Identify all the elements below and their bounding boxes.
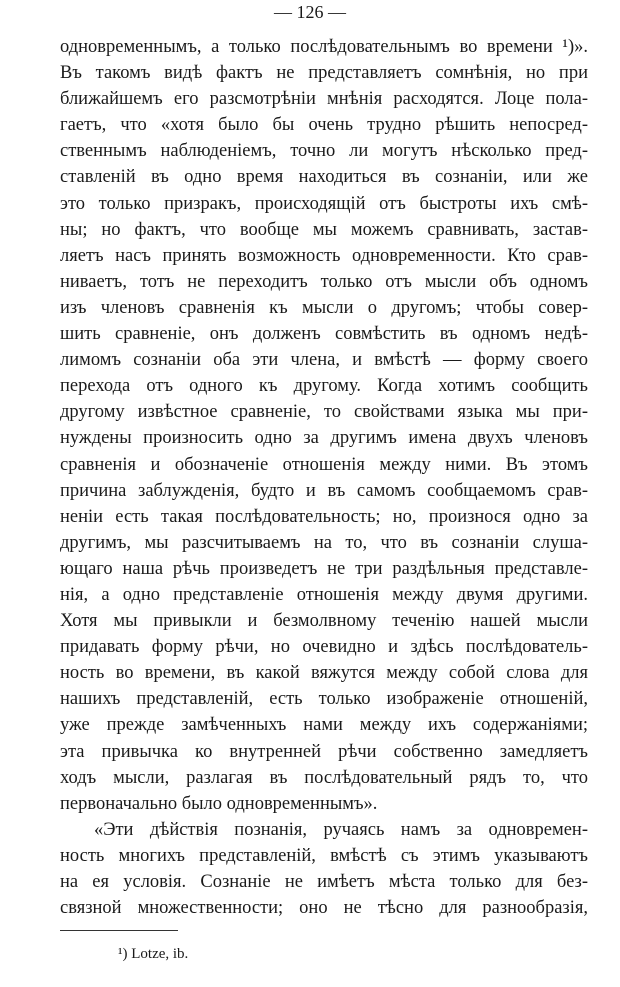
paragraph-2 [60, 817, 588, 921]
text-line: другимъ, мы разсчитываемъ на то, что въ сознаніи слуша- [60, 532, 588, 553]
text-line: ющаго наша рѣчь произведетъ не три раздѣльныя представле- [60, 558, 588, 579]
text-line: на ея условія. Сознаніе не имѣетъ мѣста только для без- [60, 872, 588, 892]
text-line: связной множественности; оно не тѣсно для разнообразія, [60, 898, 588, 919]
page-number: — 126 — [274, 2, 346, 22]
text-line: это только призракъ, происходящій отъ быстроты ихъ смѣ- [60, 193, 588, 214]
text-line: Въ такомъ видѣ фактъ не представляетъ сомнѣнія, но при [60, 63, 588, 84]
footnote-divider [60, 930, 178, 931]
text-line: ственнымъ наблюденіемъ, точно ли могутъ нѣсколько пред- [60, 141, 588, 162]
body-text [60, 34, 588, 921]
text-line: ляетъ насъ принять возможность одновременности. Кто срав- [60, 245, 588, 266]
text-line: перехода отъ одного къ другому. Когда хотимъ сообщить [60, 376, 588, 397]
text-line: эта привычка ко внутренней рѣчи собственно замедляетъ [60, 741, 588, 762]
text-line: нуждены произносить одно за другимъ имена двухъ членовъ [60, 428, 588, 449]
text-line: ставленій въ одно время находиться въ сознаніи, или же [60, 167, 588, 188]
text-line: ность многихъ представленій, вмѣстѣ съ этимъ указываютъ [60, 845, 588, 866]
text-line: неніи есть такая послѣдовательность; но, произнося одно за [60, 506, 588, 527]
text-line: ность во времени, въ какой вяжутся между собой слова для [60, 663, 588, 684]
text-line: шить сравненіе, онъ долженъ совмѣстить въ одномъ недѣ- [60, 324, 588, 345]
text-line: Хотя мы привыкли и безмолвному теченію нашей мысли [60, 611, 588, 632]
text-line: «Эти дѣйствія познанія, ручаясь намъ за одновремен- [94, 819, 588, 840]
text-line: ны; но фактъ, что вообще мы можемъ сравнивать, застав- [60, 219, 588, 240]
text-line: уже прежде замѣченныхъ нами между ихъ содержаніями; [60, 715, 588, 736]
text-line: нашихъ представленій, есть только изображеніе отношеній, [60, 689, 588, 710]
paragraph-1 [60, 34, 588, 817]
footnote: ¹) Lotze, ib. [118, 946, 189, 962]
text-line: одновременнымъ, а только послѣдовательнымъ во времени ¹)». [60, 37, 588, 57]
text-line: другому извѣстное сравненіе, то свойствами языка мы при- [60, 402, 588, 423]
text-line: причина заблужденія, будто и въ самомъ сообщаемомъ срав- [60, 480, 588, 501]
text-line: нія, а одно представленіе отношенія между двумя другими. [60, 584, 588, 605]
text-line: придавать форму рѣчи, но очевидно и здѣсь послѣдователь- [60, 637, 588, 658]
text-line: ходъ мысли, разлагая въ послѣдовательный рядъ то, что [60, 767, 588, 788]
text-line: гаетъ, что «хотя было бы очень трудно рѣшить непосред- [60, 115, 588, 136]
text-line: изъ членовъ сравненія къ мысли о другомъ; чтобы совер- [60, 297, 588, 318]
text-line: лимомъ сознаніи оба эти члена, и вмѣстѣ — форму своего [60, 350, 588, 371]
text-line: ближайшемъ его разсмотрѣніи мнѣнія расходятся. Лоце пола- [60, 89, 588, 110]
text-line: первоначально было одновременнымъ». [60, 793, 378, 814]
text-line: ниваетъ, тотъ не переходитъ только отъ мысли объ одномъ [60, 271, 588, 292]
text-line: сравненія и обозначеніе отношенія между ними. Въ этомъ [60, 454, 588, 475]
